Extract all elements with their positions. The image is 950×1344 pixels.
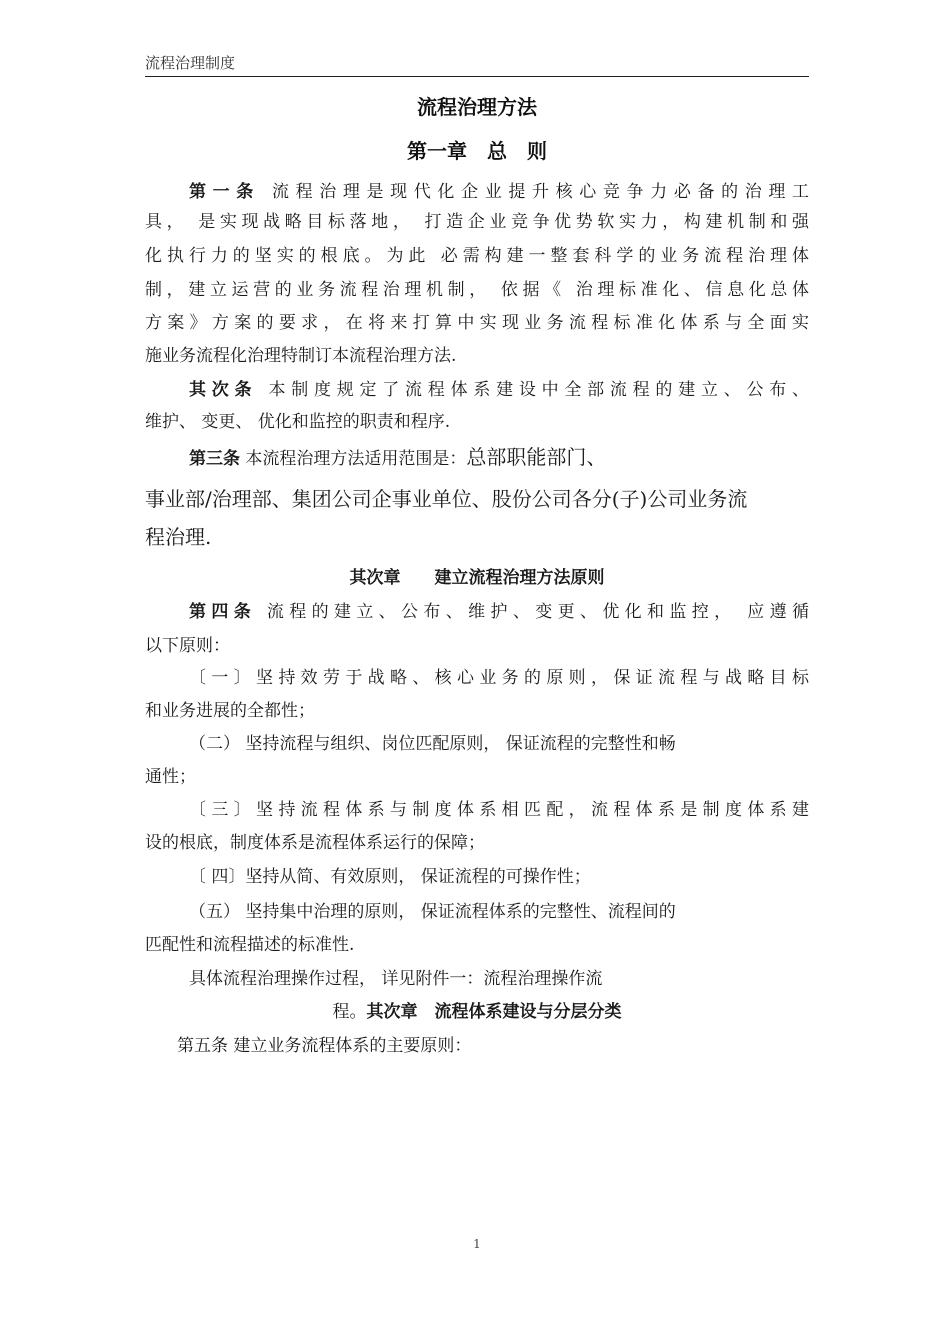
chapter-1-title: 第一章 总 则	[407, 139, 547, 163]
running-title: 流程治理制度	[145, 54, 236, 72]
article-1-line-1: 第一条 流程治理是现代化企业提升核心竞争力必备的治理工	[189, 182, 810, 202]
principle-1-line-2: 和业务进展的全都性；	[145, 701, 315, 721]
article-1-line-2: 具， 是实现战略目标落地， 打造企业竞争优势软实力，构建机制和强	[145, 212, 809, 232]
principle-2-line-2: 通性；	[145, 767, 196, 787]
article-3-line-2: 事业部/治理部、集团公司企事业单位、股份公司各分(子)公司业务流	[145, 487, 748, 511]
page-number: 1	[473, 1237, 481, 1251]
article-2-label: 其次条	[189, 380, 258, 400]
article-3-line-1: 第三条 本流程治理方法适用范围是：总部职能部门、	[189, 445, 607, 469]
detail-line-1: 具体流程治理操作过程， 详见附件一：流程治理操作流	[189, 969, 603, 989]
article-1-line-6: 施业务流程化治理特制订本流程治理方法.	[145, 346, 457, 366]
principle-3-line-1: 〔三〕坚持流程体系与制度体系相匹配，流程体系是制度体系建	[189, 800, 809, 820]
chapter-2-title: 其次章 建立流程治理方法原则	[349, 568, 605, 588]
article-2-line-2: 维护、 变更、 优化和监控的职责和程序.	[145, 412, 451, 432]
detail-line-2: 程。其次章 流程体系建设与分层分类	[332, 1002, 622, 1022]
article-5-label: 第五条	[177, 1036, 228, 1056]
article-4-label: 第四条	[189, 602, 257, 622]
document-title: 流程治理方法	[417, 95, 537, 119]
article-4-line-1: 第四条 流程的建立、公布、维护、变更、优化和监控， 应遵循	[189, 602, 809, 622]
article-4-line-2: 以下原则：	[145, 636, 230, 656]
article-1-line-5: 方案》方案的要求，在将来打算中实现业务流程标准化体系与全面实	[145, 313, 809, 333]
article-3-line-3: 程治理.	[145, 525, 212, 549]
chapter-3-title: 其次章 流程体系建设与分层分类	[366, 1002, 622, 1022]
principle-2-line-1: （二） 坚持流程与组织、岗位匹配原则， 保证流程的完整性和畅	[189, 734, 676, 754]
article-1-line-3: 化执行力的坚实的根底。为此 必需构建一整套科学的业务流程治理体	[145, 246, 809, 266]
article-5-line-1: 第五条 建立业务流程体系的主要原则：	[177, 1036, 472, 1056]
principle-5-line-1: （五） 坚持集中治理的原则， 保证流程体系的完整性、流程间的	[189, 902, 676, 922]
principle-5-line-2: 匹配性和流程描述的标准性.	[145, 935, 355, 955]
principle-4-line-1: 〔 四〕坚持从简、有效原则， 保证流程的可操作性；	[189, 867, 591, 887]
page-header	[145, 52, 809, 77]
principle-3-line-2: 设的根底，制度体系是流程体系运行的保障；	[145, 833, 485, 853]
article-1-line-4: 制，建立运营的业务流程治理机制， 依据《 治理标准化、信息化总体	[145, 280, 809, 300]
article-3-label: 第三条	[189, 449, 240, 469]
article-1-label: 第一条	[189, 182, 260, 202]
principle-1-line-1: 〔一〕坚持效劳于战略、核心业务的原则，保证流程与战略目标	[189, 668, 809, 688]
article-2-line-1: 其次条 本制度规定了流程体系建设中全部流程的建立、公布、	[189, 380, 810, 400]
